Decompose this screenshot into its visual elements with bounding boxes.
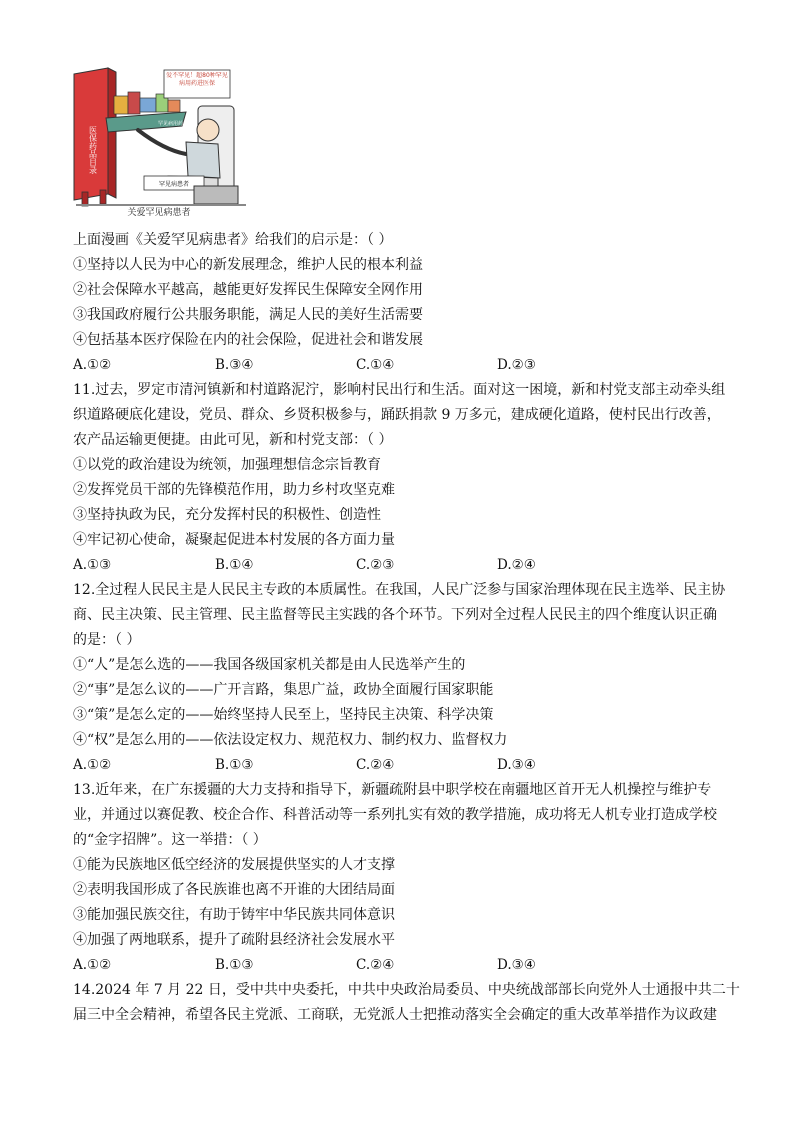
q13-item-2: ②表明我国形成了各民族谁也离不开谁的大团结局面 [73, 882, 395, 898]
q13-option-d[interactable]: D.③④ [497, 957, 536, 973]
q12-item-4: ④“权”是怎么用的——依法设定权力、规范权力、制约权力、监督权力 [73, 732, 508, 748]
q11-item-1: ①以党的政治建设为统领，加强理想信念宗旨教育 [73, 457, 381, 473]
q11-options [73, 556, 733, 574]
q12-stem-line-2: 商、民主决策、民主管理、民主监督等民主实践的各个环节。下列对全过程人民民主的四个维度认识正确 [73, 607, 717, 623]
q11-option-d[interactable]: D.②④ [497, 557, 536, 573]
q10-item-4: ④包括基本医疗保险在内的社会保险，促进社会和谐发展 [73, 332, 423, 348]
q10-item-3: ③我国政府履行公共服务职能，满足人民的美好生活需要 [73, 307, 423, 323]
q13-option-a[interactable]: A.①② [73, 957, 112, 973]
q13-stem-line-3: 的“金字招牌”。这一举措：（ ） [73, 832, 267, 848]
q12-option-b[interactable]: B.①③ [215, 757, 254, 773]
q11-option-c[interactable]: C.②③ [356, 557, 395, 573]
q10-stem: 上面漫画《关爱罕见病患者》给我们的启示是：（ ） [73, 232, 393, 248]
speech-bubble: 爱不罕见！超80种罕见病用药进医保 [166, 72, 228, 87]
book-label: 医保药品目录 [88, 126, 98, 174]
cartoon-caption: 关爱罕见病患者 [127, 208, 191, 218]
q11-stem-line-1: 11.过去，罗定市清河镇新和村道路泥泞，影响村民出行和生活。面对这一困境，新和村党支部主动牵头组 [73, 382, 726, 398]
q11-item-3: ③坚持执政为民，充分发挥村民的积极性、创造性 [73, 507, 381, 523]
patient-label: 罕见病患者 [158, 181, 190, 188]
q10-option-c[interactable]: C.①④ [356, 357, 395, 373]
q12-options [73, 756, 733, 774]
q11-option-a[interactable]: A.①③ [73, 557, 112, 573]
q12-stem-line-3: 的是：（ ） [73, 632, 141, 648]
q13-item-3: ③能加强民族交往，有助于铸牢中华民族共同体意识 [73, 907, 395, 923]
q10-item-1: ①坚持以人民为中心的新发展理念，维护人民的根本利益 [73, 257, 423, 273]
q13-stem-line-1: 13.近年来，在广东援疆的大力支持和指导下，新疆疏附县中职学校在南疆地区首开无人机操控与维护专 [73, 782, 712, 798]
tray-label: 罕见病用药 [158, 121, 184, 127]
q14-stem-line-2: 届三中全会精神，希望各民主党派、工商联，无党派人士把推动落实全会确定的重大改革举措作为议政建 [73, 1007, 717, 1023]
q11-option-b[interactable]: B.①④ [215, 557, 254, 573]
cartoon-illustration [68, 66, 250, 220]
q13-option-b[interactable]: B.①③ [215, 957, 254, 973]
q12-option-c[interactable]: C.②④ [356, 757, 395, 773]
q10-option-d[interactable]: D.②③ [497, 357, 536, 373]
q11-item-4: ④牢记初心使命，凝聚起促进本村发展的各方面力量 [73, 532, 395, 548]
q10-item-2: ②社会保障水平越高，越能更好发挥民生保障安全网作用 [73, 282, 423, 298]
q10-option-b[interactable]: B.③④ [215, 357, 254, 373]
q13-option-c[interactable]: C.②④ [356, 957, 395, 973]
q11-item-2: ②发挥党员干部的先锋模范作用，助力乡村攻坚克难 [73, 482, 395, 498]
q12-item-3: ③“策”是怎么定的——始终坚持人民至上，坚持民主决策、科学决策 [73, 707, 494, 723]
q12-option-d[interactable]: D.③④ [497, 757, 536, 773]
q11-stem-line-2: 织道路硬底化建设，党员、群众、乡贤积极参与，踊跃捐款 9 万多元，建成硬化道路，使村民出行改善， [73, 407, 721, 423]
q13-stem-line-2: 业，并通过以赛促教、校企合作、科普活动等一系列扎实有效的教学措施，成功将无人机专业打造成学校 [73, 807, 717, 823]
q13-item-1: ①能为民族地区低空经济的发展提供坚实的人才支撑 [73, 857, 395, 873]
q10-options [73, 356, 733, 374]
q12-item-1: ①“人”是怎么选的——我国各级国家机关都是由人民选举产生的 [73, 657, 466, 673]
q11-stem-line-3: 农产品运输更便捷。由此可见，新和村党支部：（ ） [73, 432, 393, 448]
q13-item-4: ④加强了两地联系，提升了疏附县经济社会发展水平 [73, 932, 395, 948]
q13-options [73, 956, 733, 974]
q12-item-2: ②“事”是怎么议的——广开言路，集思广益，政协全面履行国家职能 [73, 682, 494, 698]
q10-option-a[interactable]: A.①② [73, 357, 112, 373]
q14-stem-line-1: 14.2024 年 7 月 22 日，受中共中央委托，中共中央政治局委员、中央统战部部长向党外人士通报中共二十 [73, 982, 740, 998]
q12-stem-line-1: 12.全过程人民民主是人民民主专政的本质属性。在我国，人民广泛参与国家治理体现在民主选举、民主协 [73, 582, 726, 598]
q12-option-a[interactable]: A.①② [73, 757, 112, 773]
